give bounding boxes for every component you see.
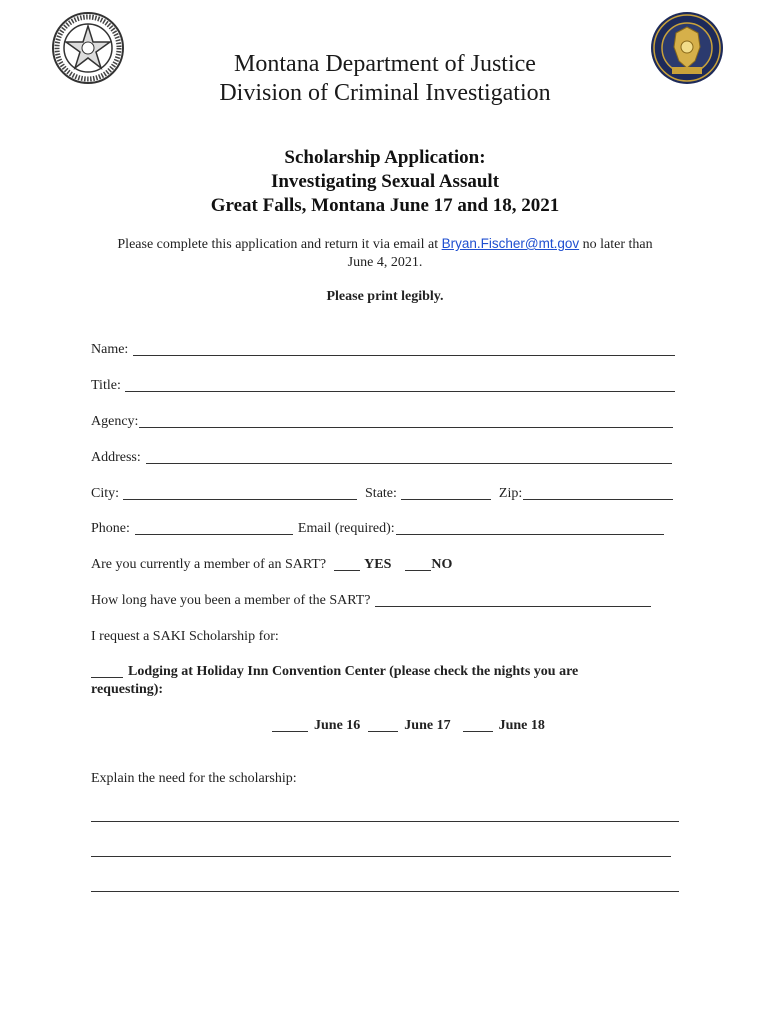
zip-label: Zip:	[498, 486, 523, 501]
lodging-row-2	[91, 680, 163, 700]
deadline-text: June 4, 2021.	[347, 255, 423, 270]
application-title: Scholarship Application:	[284, 147, 486, 168]
explain-row	[91, 769, 297, 789]
title-row	[91, 376, 675, 396]
instructions-text: Please complete this application and return it via email at	[117, 237, 439, 252]
sart-yes-field[interactable]	[334, 556, 360, 571]
title-label: Title:	[91, 378, 121, 393]
agency-label: Agency:	[91, 414, 139, 429]
city-label: City:	[91, 486, 120, 501]
name-label: Name:	[91, 342, 129, 357]
state-field[interactable]	[401, 485, 491, 500]
sart-duration-row	[91, 591, 651, 611]
course-location-dates: Great Falls, Montana June 17 and 18, 2021	[210, 195, 560, 216]
instructions-text-end: no later than	[582, 237, 653, 252]
email-link[interactable]: Bryan.Fischer@mt.gov	[441, 236, 580, 251]
lodging-label-2: requesting):	[91, 682, 164, 697]
june17-label: June 17	[404, 718, 451, 733]
phone-field[interactable]	[135, 520, 293, 535]
city-field[interactable]	[123, 485, 357, 500]
june16-label: June 16	[314, 718, 361, 733]
course-title: Investigating Sexual Assault	[270, 171, 500, 192]
instructions	[95, 235, 675, 272]
zip-field[interactable]	[523, 485, 673, 500]
address-field[interactable]	[146, 449, 672, 464]
phone-label: Phone:	[91, 521, 130, 536]
state-label: State:	[365, 486, 397, 501]
june16-field[interactable]	[272, 717, 308, 732]
agency-row	[91, 412, 673, 432]
lodging-field[interactable]	[91, 663, 123, 678]
sart-question: Are you currently a member of an SART?	[91, 557, 327, 572]
explain-line-1[interactable]	[91, 821, 679, 822]
email-field[interactable]	[396, 520, 664, 535]
city-state-zip-row	[91, 484, 673, 504]
june18-label: June 18	[498, 718, 545, 733]
address-row	[91, 448, 672, 468]
title-field[interactable]	[125, 377, 675, 392]
print-note: Please print legibly.	[326, 289, 444, 304]
no-label: NO	[431, 557, 453, 572]
explain-line-3[interactable]	[91, 891, 679, 892]
email-label: Email (required):	[297, 521, 395, 536]
phone-email-row	[91, 519, 664, 539]
division-name: Division of Criminal Investigation	[219, 80, 551, 106]
address-label: Address:	[91, 450, 141, 465]
sart-row	[91, 555, 452, 575]
name-row	[91, 340, 675, 360]
june18-field[interactable]	[463, 717, 493, 732]
lodging-row	[91, 662, 578, 682]
request-row	[91, 627, 279, 647]
sart-duration-field[interactable]	[375, 592, 651, 607]
june17-field[interactable]	[368, 717, 398, 732]
nights-row	[272, 716, 545, 736]
yes-label: YES	[364, 557, 392, 572]
department-name: Montana Department of Justice	[234, 51, 536, 77]
agency-field[interactable]	[139, 413, 673, 428]
explain-line-2[interactable]	[91, 856, 671, 857]
sart-duration-label: How long have you been a member of the SART?	[91, 593, 371, 608]
name-field[interactable]	[133, 341, 675, 356]
explain-label: Explain the need for the scholarship:	[91, 771, 297, 786]
lodging-label: Lodging at Holiday Inn Convention Center (please check the nights you are	[128, 664, 579, 679]
sart-no-field[interactable]	[405, 556, 431, 571]
request-label: I request a SAKI Scholarship for:	[91, 629, 279, 644]
